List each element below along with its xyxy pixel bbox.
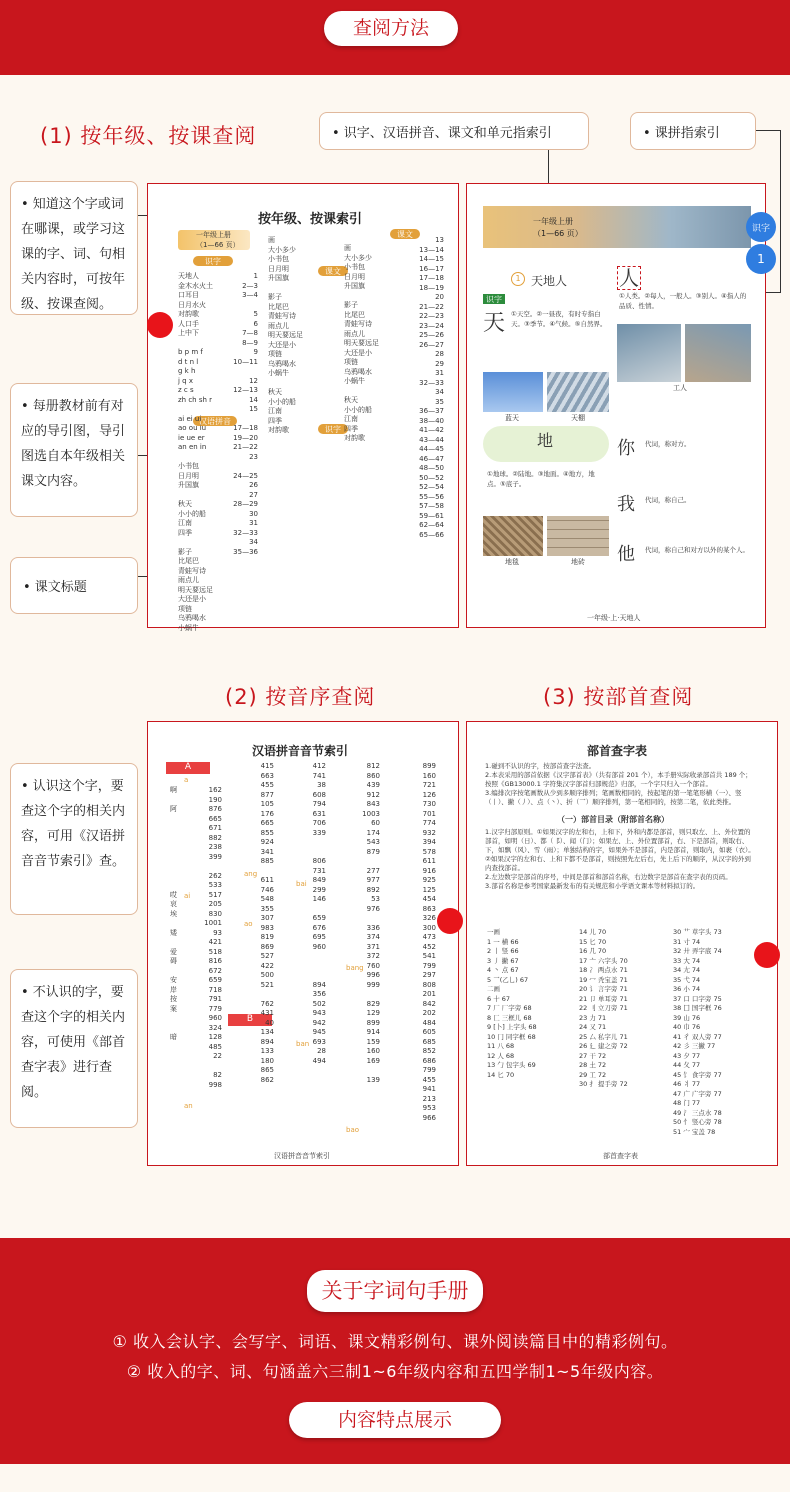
syllable-ai: ai (184, 892, 191, 900)
syllable-an: an (184, 1102, 193, 1110)
index-column-5: 画 大小多少 小书包 日月明 升国旗 影子 比尾巴 青蛙写诗 雨点儿 明天要远足 大还是小 项链 乌鸦喝水 小蜗牛 秋天 小小的船 江南 四季 对韵歌 (344, 244, 379, 442)
connector-line (756, 130, 780, 131)
page-lesson (466, 183, 766, 628)
header-title: 查阅方法 (324, 11, 458, 46)
radical-list-left: 一画 1 一 横 66 2 丨 竖 66 3 丿 撇 67 4 丶 点 67 5 乛(乙乚) 67 二画 6 十 67 7 厂 厂字旁 68 8 匚 三框儿 68 9 [卜] 上字头 68 10 冂 同字框 68 11 八 68 12 人 68 13 勹 包字头 69 14 匕 70 (487, 928, 537, 1079)
char-tian: 天 (483, 311, 506, 336)
page-grade-index (147, 183, 459, 632)
about-title: 关于字词句手册 (307, 1270, 483, 1312)
note-by-lesson: • 知道这个字或词在哪课，或学习这课的字、词、句相关内容时，可按年级、按课查阅。 (10, 181, 138, 315)
highlight-dot (147, 312, 173, 338)
index-column-2: 1 2—3 3—4 5 6 7—8 8—9 9 10—11 12 12—13 14 15 17—18 19—20 21—22 23 24—25 26 27 28—29 30 31 32—33 34 35—36 (233, 272, 258, 556)
pinyin-column-1: 啊 阿 哎 哀 埃 矮 爱 碍 安 岸 按 案 暗 (170, 786, 177, 1041)
banner-photo (483, 206, 751, 248)
definition-di: ①地球。②陆地。③地面。④地方，地点。⑤底子。 (487, 470, 595, 488)
page-footer: 汉语拼音音节索引 (274, 1152, 330, 1160)
feature-line-1: ① 收入会认字、会写字、词语、课文精彩例句、课外阅读篇目中的精彩例句。 (112, 1332, 678, 1351)
syllable-bang: bang (346, 964, 364, 972)
note-radical: • 不认识的字，要查这个字的相关内容，可使用《部首查字表》进行查阅。 (10, 969, 138, 1128)
footer-strip (0, 1464, 790, 1492)
syllable-ban: ban (296, 1040, 310, 1048)
pinyin-column-5: 812 860 439 912 843 1003 60 174 543 879 277 977 892 53 976 336 374 371 372 760 996 999 829 129 899 914 159 160 169 139 (362, 762, 380, 1084)
label-shizi-2: 识字 (318, 424, 348, 434)
highlight-dot (754, 942, 780, 968)
letter-a: A (166, 762, 210, 774)
page-title: 汉语拼音音节索引 (252, 744, 349, 758)
page-title: 部首查字表 (587, 744, 648, 758)
photo-worker-1 (617, 324, 681, 382)
label-pinyin: 汉语拼音 (193, 416, 237, 426)
syllable-bai: bai (296, 880, 307, 888)
connector-line (780, 130, 781, 292)
syllable-ao: ao (244, 920, 253, 928)
pinyin-column-4: 412 741 38 608 794 631 706 339 806 731 849 299 146 659 676 695 960 894 356 502 943 942 945 693 28 494 (312, 762, 326, 1065)
char-wo: 我 (617, 494, 635, 515)
pinyin-column-2: 162 190 876 665 671 882 238 399 262 533 517 205 830 1001 93 421 518 816 672 659 718 791 779 960 324 128 485 22 82 998 (204, 786, 222, 1089)
index-tag: • 识字、汉语拼音、课文和单元指索引 (319, 112, 589, 150)
char-di: 地 (537, 431, 554, 450)
label-shizi: 识字 (193, 256, 233, 266)
radical-list-right: 30 艹 草字头 73 31 寸 74 32 廾 弄字底 74 33 大 74 34 尢 74 35 弋 74 36 小 74 37 口 口字旁 75 38 囗 国字框 76 39 山 76 40 巾 76 41 彳 双人旁 77 42 彡 三撇 77 43 夕 77 44 夂 77 45 饣 食字旁 77 46 丬 77 47 广 广字旁 77 48 门 77 49 氵 三点水 78 50 忄 竖心旁 78 51 宀 宝盖 78 (673, 928, 722, 1136)
caption-carpet: 地毯 (505, 558, 519, 566)
badge-lesson-dot: 1 (746, 244, 776, 274)
badge-shizi-dot: 识字 (746, 212, 776, 242)
section-title-grade: (1) 按年级、按课查阅 (40, 124, 257, 148)
index-column-1: 天地人 金木水火土 口耳目 日月水火 对韵歌 人口手 上中下 b p m f d t n l g k h j q x z c s zh ch sh r ai ei ui ao ou iu ie ue er an en in 小书包 日月明 升国旗 秋天 小小的船 江南 四季 影子 比尾巴 青蛙写诗 雨点儿 明天要远足 大还是小 项链 乌鸦喝水 小蜗牛 (178, 272, 213, 632)
pinyin-column-3: 415 663 455 877 105 176 665 855 924 341 885 611 746 548 355 307 983 819 869 527 422 500 521 762 431 40 134 894 133 180 865 862 (260, 762, 274, 1084)
index-column-4: 13 13—14 14—15 16—17 17—18 18—19 20 21—22 22—23 23—24 25—26 26—27 28 29 31 32—33 34 35 36—37 38—40 41—42 43—44 44—45 46—47 48—50 50—52 52—54 55—56 57—58 59—61 62—64 65—66 (419, 236, 444, 539)
syllable-a: a (184, 776, 189, 784)
photo-sky (483, 372, 543, 412)
index-column-3: 画 大小多少 小书包 日月明 升国旗 影子 比尾巴 青蛙写诗 雨点儿 明天要远足 大还是小 项链 乌鸦喝水 小蜗牛 秋天 小小的船 江南 四季 对韵歌 (268, 236, 303, 434)
photo-worker-2 (685, 324, 751, 382)
char-ren: 人 (619, 266, 639, 290)
photo-carpet (483, 516, 543, 556)
grade-label: 一年级上册 (196, 231, 231, 239)
caption-sky: 蓝天 (505, 414, 519, 422)
label-kewen-2: 课文 (390, 229, 420, 239)
page-pinyin-index (147, 721, 459, 1166)
radical-subtitle: （一）部首目录（附部首名称） (557, 815, 669, 824)
caption-tiles: 地砖 (571, 558, 585, 566)
lesson-title-tag: • 课文标题 (10, 557, 138, 614)
page-radical-table (466, 721, 778, 1166)
page-footer: 部首查字表 (603, 1152, 638, 1160)
photo-tiles (547, 516, 609, 556)
page-title: 按年级、按课索引 (258, 212, 363, 227)
char-ta: 他 (617, 544, 635, 565)
syllable-bao: bao (346, 1126, 360, 1134)
lesson-index-tag: • 课拼指索引 (630, 112, 756, 150)
definition-tian: ①天空。②一昼夜，有时专指白天。③季节。④气候。⑤自然界。 (511, 310, 607, 328)
radical-rules: 1.汉字归部原则。①如果汉字的左和右，上和下，外和内都是部首，则只取左、上、外位置的部首，如明（日）、都（⻏）、闻（门）；如果左、上、外位置部首，右、下是部首，则取右、下，如飘（风）、雪（雨）；单独结构的字，如果外不是部首，内是部首，则取内，如裹（衣）。②如果汉字的左和右、上和下都不是部首，则按照先左后右，先上后下的顺序，从汉字的外到内查找部首。 2.左边数字是部首的序号，中间是部首和部首名称，右边数字是部首在查字表的页码。 3.部首名称是参考国家最新发布的有关规范和小学语文课本等材料拟订的。 (485, 828, 755, 890)
char-ni: 你 (617, 438, 635, 459)
badge-shizi: 识字 (483, 294, 505, 304)
feature-line-2: ② 收入的字、词、句涵盖六三制1~6年级内容和五四学制1~5年级内容。 (126, 1362, 664, 1381)
highlight-dot (437, 908, 463, 934)
grade-range: （1—66 页） (533, 229, 583, 238)
letter-b: B (228, 1014, 272, 1026)
section-title-pinyin: (2) 按音序查阅 (225, 685, 376, 709)
definition-ni: 代词，称对方。 (645, 440, 691, 448)
lesson-title: 天地人 (531, 274, 568, 288)
note-guide-map: • 每册教材前有对应的导引图，导引图选自本年级相关课文内容。 (10, 383, 138, 517)
section-title-radical: (3) 按部首查阅 (543, 685, 694, 709)
badge-number: 1 (511, 272, 525, 286)
definition-ren: ①人类。②每人，一般人。③别人。④指人的品质、性情。 (619, 292, 747, 310)
radical-intro: 1.碰到不认识的字，按部首查字法查。 2.本表采用的部首依据《汉字部首表》（共有部首 201 个），本手册实际收录部首共 189 个；按照《GB13000.1 字符集汉字部首归部规范》归部，一个字只归入一个部首。 3.编排次序按笔画数从少到多顺序排列；笔画数相同的，按起笔的第一笔笔形横（一）、竖（丨）、撇（丿）、点（丶）、折（乛）顺序排列，第一笔相同的，按第二笔，依此类推。 (485, 762, 752, 806)
radical-list-middle: 14 儿 70 15 匕 70 16 几 70 17 亠 六字头 70 18 冫 两点水 71 19 冖 秃宝盖 71 20 讠 言字旁 71 21 卩 单耳旁 71 22 刂 立刀旁 71 23 力 71 24 又 71 25 厶 私字儿 71 26 廴 建之旁 72 27 干 72 28 土 72 29 工 72 30 扌 提手旁 72 (579, 928, 628, 1088)
label-kewen: 课文 (318, 266, 348, 276)
definition-ta: 代词，称自己和对方以外的某个人。 (645, 546, 749, 554)
page-footer: 一年级·上·天地人 (587, 614, 641, 622)
note-pinyin: • 认识这个字，要查这个字的相关内容，可用《汉语拼音音节索引》查。 (10, 763, 138, 915)
photo-ceiling (547, 372, 609, 412)
grade-range: （1—66 页） (196, 241, 240, 249)
grade-label: 一年级上册 (533, 217, 573, 226)
syllable-ang: ang (244, 870, 258, 878)
caption-worker: 工人 (673, 384, 687, 392)
caption-ceiling: 天棚 (571, 414, 585, 422)
pinyin-column-6: 899 160 721 126 730 701 774 932 394 578 611 916 925 125 454 863 326 300 473 452 541 799 297 808 201 842 202 484 605 685 852 686 799 455 941 213 953 966 (422, 762, 436, 1122)
feature-button[interactable]: 内容特点展示 (289, 1402, 501, 1438)
definition-wo: 代词，称自己。 (645, 496, 691, 504)
